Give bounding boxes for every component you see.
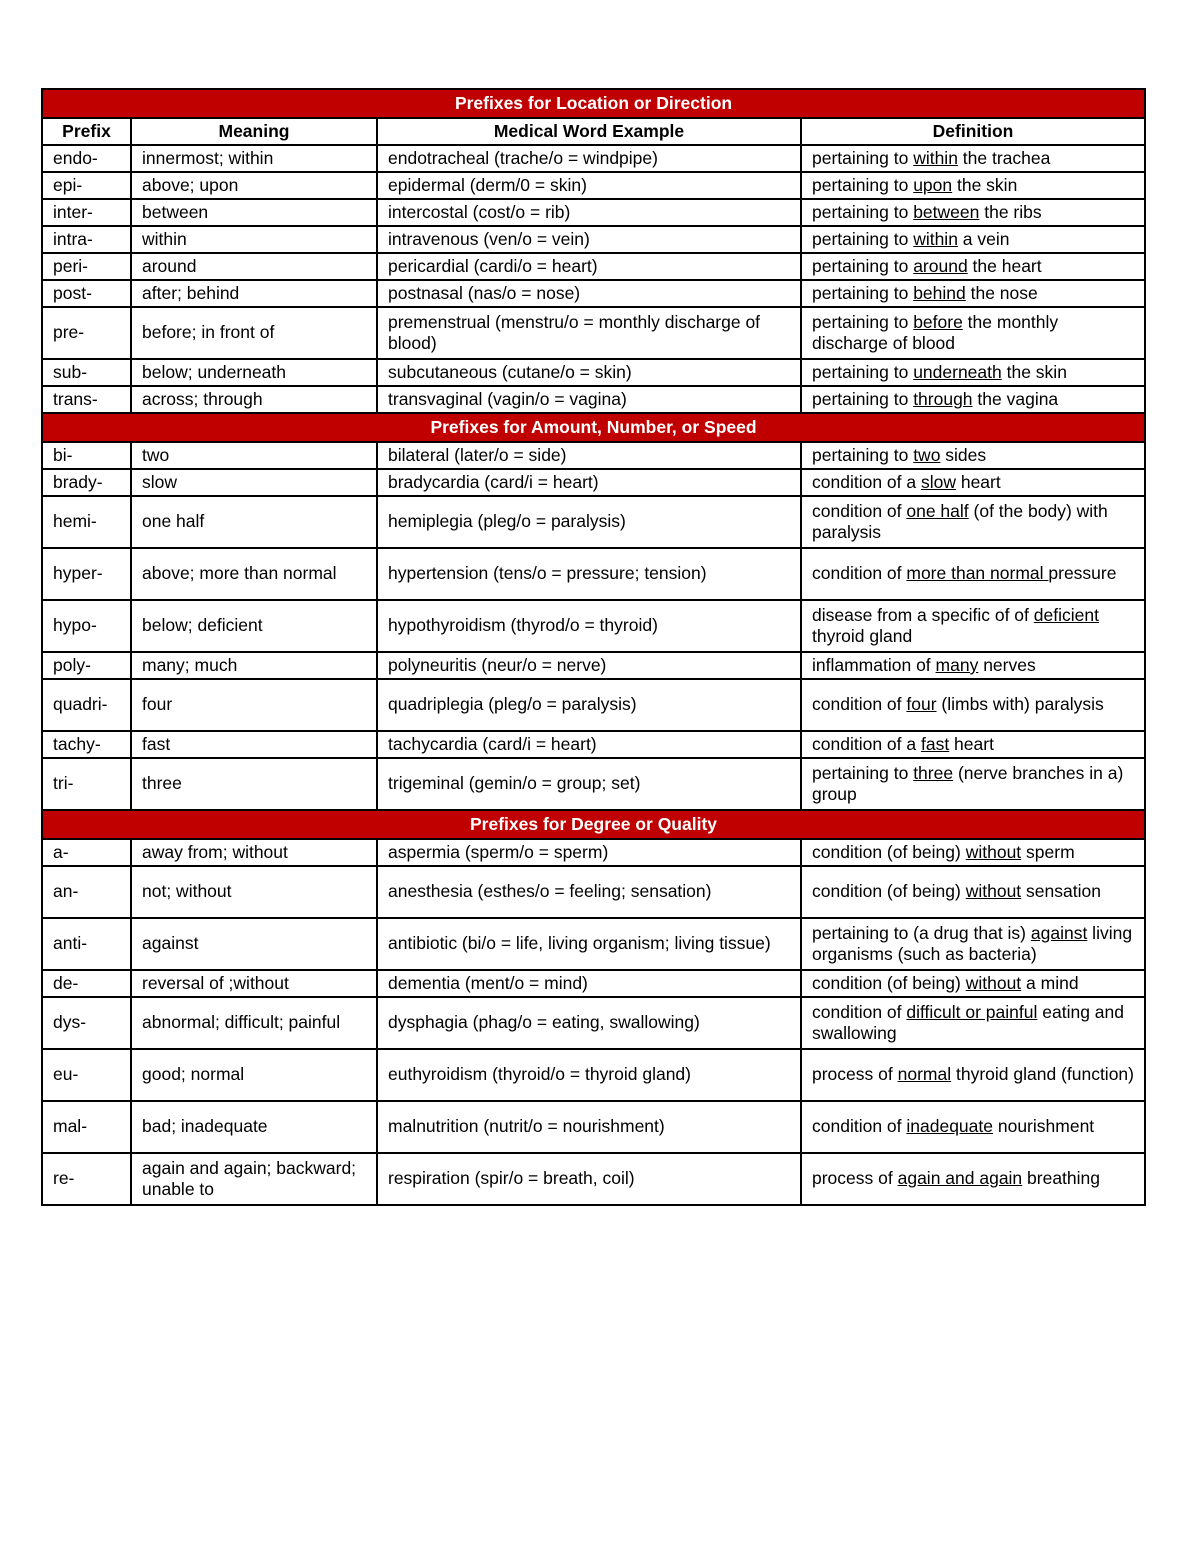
definition-cell bbox=[801, 199, 1145, 226]
meaning-cell: three bbox=[131, 758, 377, 810]
example-cell: bradycardia (card/i = heart) bbox=[377, 469, 801, 496]
example-cell: respiration (spir/o = breath, coil) bbox=[377, 1153, 801, 1205]
definition-text: the vagina bbox=[972, 388, 1059, 409]
definition-key-term: two bbox=[913, 444, 941, 465]
example-cell: epidermal (derm/0 = skin) bbox=[377, 172, 801, 199]
meaning-cell: around bbox=[131, 253, 377, 280]
definition-text: condition of bbox=[812, 563, 907, 584]
definition-cell bbox=[801, 145, 1145, 172]
prefix-cell: peri- bbox=[42, 253, 131, 280]
meaning-cell: below; underneath bbox=[131, 359, 377, 386]
definition-key-term: behind bbox=[913, 282, 966, 303]
definition-text: (nerve branches in a) group bbox=[812, 762, 1124, 804]
section-title: Prefixes for Location or Direction bbox=[42, 89, 1145, 118]
prefix-cell: post- bbox=[42, 280, 131, 307]
definition-text: the skin bbox=[1001, 361, 1067, 382]
table-row bbox=[42, 442, 1145, 469]
meaning-cell: abnormal; difficult; painful bbox=[131, 997, 377, 1049]
definition-key-term: against bbox=[1030, 922, 1088, 943]
prefix-cell: intra- bbox=[42, 226, 131, 253]
definition-key-term: without bbox=[965, 881, 1022, 902]
table-row bbox=[42, 469, 1145, 496]
definition-cell bbox=[801, 600, 1145, 652]
definition-key-term: underneath bbox=[913, 361, 1002, 382]
definition-key-term: within bbox=[913, 228, 958, 249]
column-header-row bbox=[42, 118, 1145, 145]
definition-key-term: three bbox=[913, 762, 954, 783]
definition-text: eating and swallowing bbox=[812, 1001, 1124, 1043]
definition-key-term: upon bbox=[913, 174, 953, 195]
table-row bbox=[42, 758, 1145, 810]
table-row bbox=[42, 496, 1145, 548]
example-cell: dysphagia (phag/o = eating, swallowing) bbox=[377, 997, 801, 1049]
meaning-cell: within bbox=[131, 226, 377, 253]
meaning-cell: away from; without bbox=[131, 839, 377, 866]
definition-key-term: difficult or painful bbox=[906, 1001, 1038, 1022]
table-row bbox=[42, 199, 1145, 226]
definition-key-term: deficient bbox=[1033, 604, 1099, 625]
meaning-cell: four bbox=[131, 679, 377, 731]
example-cell: malnutrition (nutrit/o = nourishment) bbox=[377, 1101, 801, 1153]
section-header-row bbox=[42, 413, 1145, 442]
definition-text: pertaining to bbox=[812, 444, 914, 465]
table-row bbox=[42, 1049, 1145, 1101]
definition-text: thyroid gland (function) bbox=[951, 1064, 1134, 1085]
example-cell: trigeminal (gemin/o = group; set) bbox=[377, 758, 801, 810]
prefix-cell: a- bbox=[42, 839, 131, 866]
table-row bbox=[42, 970, 1145, 997]
meaning-cell: above; more than normal bbox=[131, 548, 377, 600]
definition-cell bbox=[801, 442, 1145, 469]
definition-text: condition (of being) bbox=[812, 972, 966, 993]
example-cell: pericardial (cardi/o = heart) bbox=[377, 253, 801, 280]
definition-cell bbox=[801, 496, 1145, 548]
prefix-cell: endo- bbox=[42, 145, 131, 172]
table-row bbox=[42, 918, 1145, 970]
definition-cell bbox=[801, 469, 1145, 496]
definition-cell bbox=[801, 997, 1145, 1049]
definition-key-term: around bbox=[913, 255, 968, 276]
table-body bbox=[42, 89, 1145, 1205]
meaning-cell: one half bbox=[131, 496, 377, 548]
meaning-cell: not; without bbox=[131, 866, 377, 918]
prefix-cell: epi- bbox=[42, 172, 131, 199]
prefix-cell: hypo- bbox=[42, 600, 131, 652]
definition-key-term: within bbox=[913, 147, 958, 168]
example-cell: subcutaneous (cutane/o = skin) bbox=[377, 359, 801, 386]
definition-text: condition (of being) bbox=[812, 841, 966, 862]
definition-text: the trachea bbox=[957, 147, 1051, 168]
table-row bbox=[42, 172, 1145, 199]
definition-key-term: normal bbox=[897, 1064, 952, 1085]
prefix-cell: brady- bbox=[42, 469, 131, 496]
example-cell: dementia (ment/o = mind) bbox=[377, 970, 801, 997]
definition-text: nerves bbox=[978, 654, 1036, 675]
definition-text: thyroid gland bbox=[812, 626, 913, 646]
definition-text: process of bbox=[812, 1064, 898, 1085]
definition-text: the ribs bbox=[979, 201, 1042, 222]
example-cell: aspermia (sperm/o = sperm) bbox=[377, 839, 801, 866]
definition-text: pertaining to bbox=[812, 388, 914, 409]
definition-key-term: four bbox=[906, 694, 937, 715]
meaning-cell: many; much bbox=[131, 652, 377, 679]
definition-text: heart bbox=[949, 733, 994, 754]
example-cell: bilateral (later/o = side) bbox=[377, 442, 801, 469]
example-cell: hemiplegia (pleg/o = paralysis) bbox=[377, 496, 801, 548]
table-row bbox=[42, 731, 1145, 758]
definition-text: pertaining to bbox=[812, 361, 914, 382]
meaning-cell: above; upon bbox=[131, 172, 377, 199]
table-row bbox=[42, 839, 1145, 866]
definition-cell bbox=[801, 970, 1145, 997]
prefix-cell: hyper- bbox=[42, 548, 131, 600]
meaning-cell: bad; inadequate bbox=[131, 1101, 377, 1153]
definition-text: condition of a bbox=[812, 733, 921, 754]
definition-text: disease from a specific of of bbox=[812, 604, 1034, 625]
definition-key-term: fast bbox=[920, 733, 950, 754]
definition-text: sperm bbox=[1021, 841, 1075, 862]
prefix-cell: quadri- bbox=[42, 679, 131, 731]
table-row bbox=[42, 600, 1145, 652]
definition-key-term: again and again bbox=[897, 1168, 1023, 1189]
definition-text: condition of bbox=[812, 694, 907, 715]
definition-text: sides bbox=[940, 444, 987, 465]
prefix-cell: tachy- bbox=[42, 731, 131, 758]
table-row bbox=[42, 226, 1145, 253]
prefix-table bbox=[41, 88, 1146, 1206]
table-row bbox=[42, 1101, 1145, 1153]
section-header-row bbox=[42, 810, 1145, 839]
definition-key-term: one half bbox=[906, 500, 969, 521]
meaning-cell: slow bbox=[131, 469, 377, 496]
definition-text: nourishment bbox=[993, 1116, 1095, 1137]
definition-key-term: many bbox=[935, 654, 979, 675]
section-header-row bbox=[42, 89, 1145, 118]
prefix-cell: tri- bbox=[42, 758, 131, 810]
definition-text: pertaining to bbox=[812, 174, 914, 195]
prefix-cell: re- bbox=[42, 1153, 131, 1205]
table-row bbox=[42, 679, 1145, 731]
table-row bbox=[42, 359, 1145, 386]
definition-key-term: inadequate bbox=[906, 1116, 993, 1137]
prefix-cell: dys- bbox=[42, 997, 131, 1049]
definition-key-term: slow bbox=[920, 471, 956, 492]
definition-text: the skin bbox=[952, 174, 1018, 195]
definition-text: pertaining to (a drug that is) bbox=[812, 922, 1031, 943]
definition-text: pertaining to bbox=[812, 255, 914, 276]
definition-cell bbox=[801, 280, 1145, 307]
example-cell: polyneuritis (neur/o = nerve) bbox=[377, 652, 801, 679]
table-row bbox=[42, 307, 1145, 359]
prefix-cell: trans- bbox=[42, 386, 131, 413]
meaning-cell: good; normal bbox=[131, 1049, 377, 1101]
example-cell: transvaginal (vagin/o = vagina) bbox=[377, 386, 801, 413]
definition-text: living organisms (such as bacteria) bbox=[812, 922, 1133, 964]
definition-text: heart bbox=[955, 471, 1001, 492]
table-row bbox=[42, 652, 1145, 679]
example-cell: euthyroidism (thyroid/o = thyroid gland) bbox=[377, 1049, 801, 1101]
prefix-cell: inter- bbox=[42, 199, 131, 226]
example-cell: antibiotic (bi/o = life, living organism; living tissue) bbox=[377, 918, 801, 970]
definition-text: the monthly discharge of blood bbox=[812, 311, 1059, 353]
definition-cell bbox=[801, 226, 1145, 253]
section-title: Prefixes for Degree or Quality bbox=[42, 810, 1145, 839]
definition-key-term: without bbox=[965, 972, 1022, 993]
meaning-cell: against bbox=[131, 918, 377, 970]
definition-key-term: more than normal bbox=[906, 563, 1049, 584]
prefix-cell: mal- bbox=[42, 1101, 131, 1153]
definition-text: breathing bbox=[1022, 1168, 1101, 1189]
definition-key-term: without bbox=[965, 841, 1022, 862]
example-cell: intravenous (ven/o = vein) bbox=[377, 226, 801, 253]
definition-text: pressure bbox=[1048, 563, 1117, 584]
table-row bbox=[42, 253, 1145, 280]
meaning-cell: across; through bbox=[131, 386, 377, 413]
example-cell: tachycardia (card/i = heart) bbox=[377, 731, 801, 758]
example-cell: intercostal (cost/o = rib) bbox=[377, 199, 801, 226]
table-row bbox=[42, 145, 1145, 172]
prefix-cell: sub- bbox=[42, 359, 131, 386]
prefix-cell: hemi- bbox=[42, 496, 131, 548]
definition-cell bbox=[801, 253, 1145, 280]
definition-key-term: between bbox=[913, 201, 980, 222]
definition-cell bbox=[801, 652, 1145, 679]
definition-cell bbox=[801, 172, 1145, 199]
definition-text: pertaining to bbox=[812, 147, 914, 168]
prefix-cell: anti- bbox=[42, 918, 131, 970]
meaning-cell: after; behind bbox=[131, 280, 377, 307]
definition-cell bbox=[801, 548, 1145, 600]
definition-cell bbox=[801, 918, 1145, 970]
table-row bbox=[42, 280, 1145, 307]
table-row bbox=[42, 1153, 1145, 1205]
meaning-cell: again and again; backward; unable to bbox=[131, 1153, 377, 1205]
meaning-cell: fast bbox=[131, 731, 377, 758]
definition-cell bbox=[801, 307, 1145, 359]
definition-text: pertaining to bbox=[812, 282, 914, 303]
prefix-cell: poly- bbox=[42, 652, 131, 679]
definition-cell bbox=[801, 1049, 1145, 1101]
definition-key-term: before bbox=[913, 311, 963, 332]
definition-text: sensation bbox=[1021, 881, 1101, 902]
definition-text: condition of a bbox=[812, 471, 921, 492]
table-row bbox=[42, 866, 1145, 918]
definition-text: condition of bbox=[812, 500, 907, 521]
definition-text: the heart bbox=[967, 255, 1042, 276]
definition-text: the nose bbox=[965, 282, 1038, 303]
definition-text: inflammation of bbox=[812, 654, 936, 675]
definition-text: condition (of being) bbox=[812, 881, 966, 902]
definition-cell bbox=[801, 386, 1145, 413]
column-header-definition: Definition bbox=[801, 118, 1145, 145]
prefix-cell: pre- bbox=[42, 307, 131, 359]
meaning-cell: before; in front of bbox=[131, 307, 377, 359]
prefix-cell: bi- bbox=[42, 442, 131, 469]
example-cell: postnasal (nas/o = nose) bbox=[377, 280, 801, 307]
example-cell: premenstrual (menstru/o = monthly discharge of blood) bbox=[377, 307, 801, 359]
table-row bbox=[42, 548, 1145, 600]
example-cell: hypertension (tens/o = pressure; tension) bbox=[377, 548, 801, 600]
definition-text: (limbs with) paralysis bbox=[936, 694, 1104, 715]
meaning-cell: reversal of ;without bbox=[131, 970, 377, 997]
meaning-cell: innermost; within bbox=[131, 145, 377, 172]
meaning-cell: between bbox=[131, 199, 377, 226]
column-header-prefix: Prefix bbox=[42, 118, 131, 145]
definition-text: process of bbox=[812, 1168, 898, 1189]
example-cell: anesthesia (esthes/o = feeling; sensation) bbox=[377, 866, 801, 918]
definition-cell bbox=[801, 359, 1145, 386]
definition-cell bbox=[801, 1153, 1145, 1205]
table-row bbox=[42, 386, 1145, 413]
definition-key-term: through bbox=[913, 388, 973, 409]
example-cell: hypothyroidism (thyrod/o = thyroid) bbox=[377, 600, 801, 652]
definition-cell bbox=[801, 866, 1145, 918]
definition-text: pertaining to bbox=[812, 311, 914, 332]
meaning-cell: two bbox=[131, 442, 377, 469]
example-cell: quadriplegia (pleg/o = paralysis) bbox=[377, 679, 801, 731]
definition-cell bbox=[801, 1101, 1145, 1153]
definition-text: pertaining to bbox=[812, 762, 914, 783]
prefix-cell: de- bbox=[42, 970, 131, 997]
definition-text: condition of bbox=[812, 1001, 907, 1022]
prefix-cell: an- bbox=[42, 866, 131, 918]
column-header-example: Medical Word Example bbox=[377, 118, 801, 145]
definition-text: a mind bbox=[1021, 972, 1079, 993]
definition-text: condition of bbox=[812, 1116, 907, 1137]
definition-cell bbox=[801, 731, 1145, 758]
table-row bbox=[42, 997, 1145, 1049]
definition-text: a vein bbox=[957, 228, 1010, 249]
column-header-meaning: Meaning bbox=[131, 118, 377, 145]
example-cell: endotracheal (trache/o = windpipe) bbox=[377, 145, 801, 172]
definition-text: pertaining to bbox=[812, 228, 914, 249]
section-title: Prefixes for Amount, Number, or Speed bbox=[42, 413, 1145, 442]
definition-cell bbox=[801, 839, 1145, 866]
definition-cell bbox=[801, 679, 1145, 731]
definition-cell bbox=[801, 758, 1145, 810]
prefix-cell: eu- bbox=[42, 1049, 131, 1101]
meaning-cell: below; deficient bbox=[131, 600, 377, 652]
definition-text: pertaining to bbox=[812, 201, 914, 222]
definition-text: (of the body) with paralysis bbox=[812, 500, 1108, 542]
